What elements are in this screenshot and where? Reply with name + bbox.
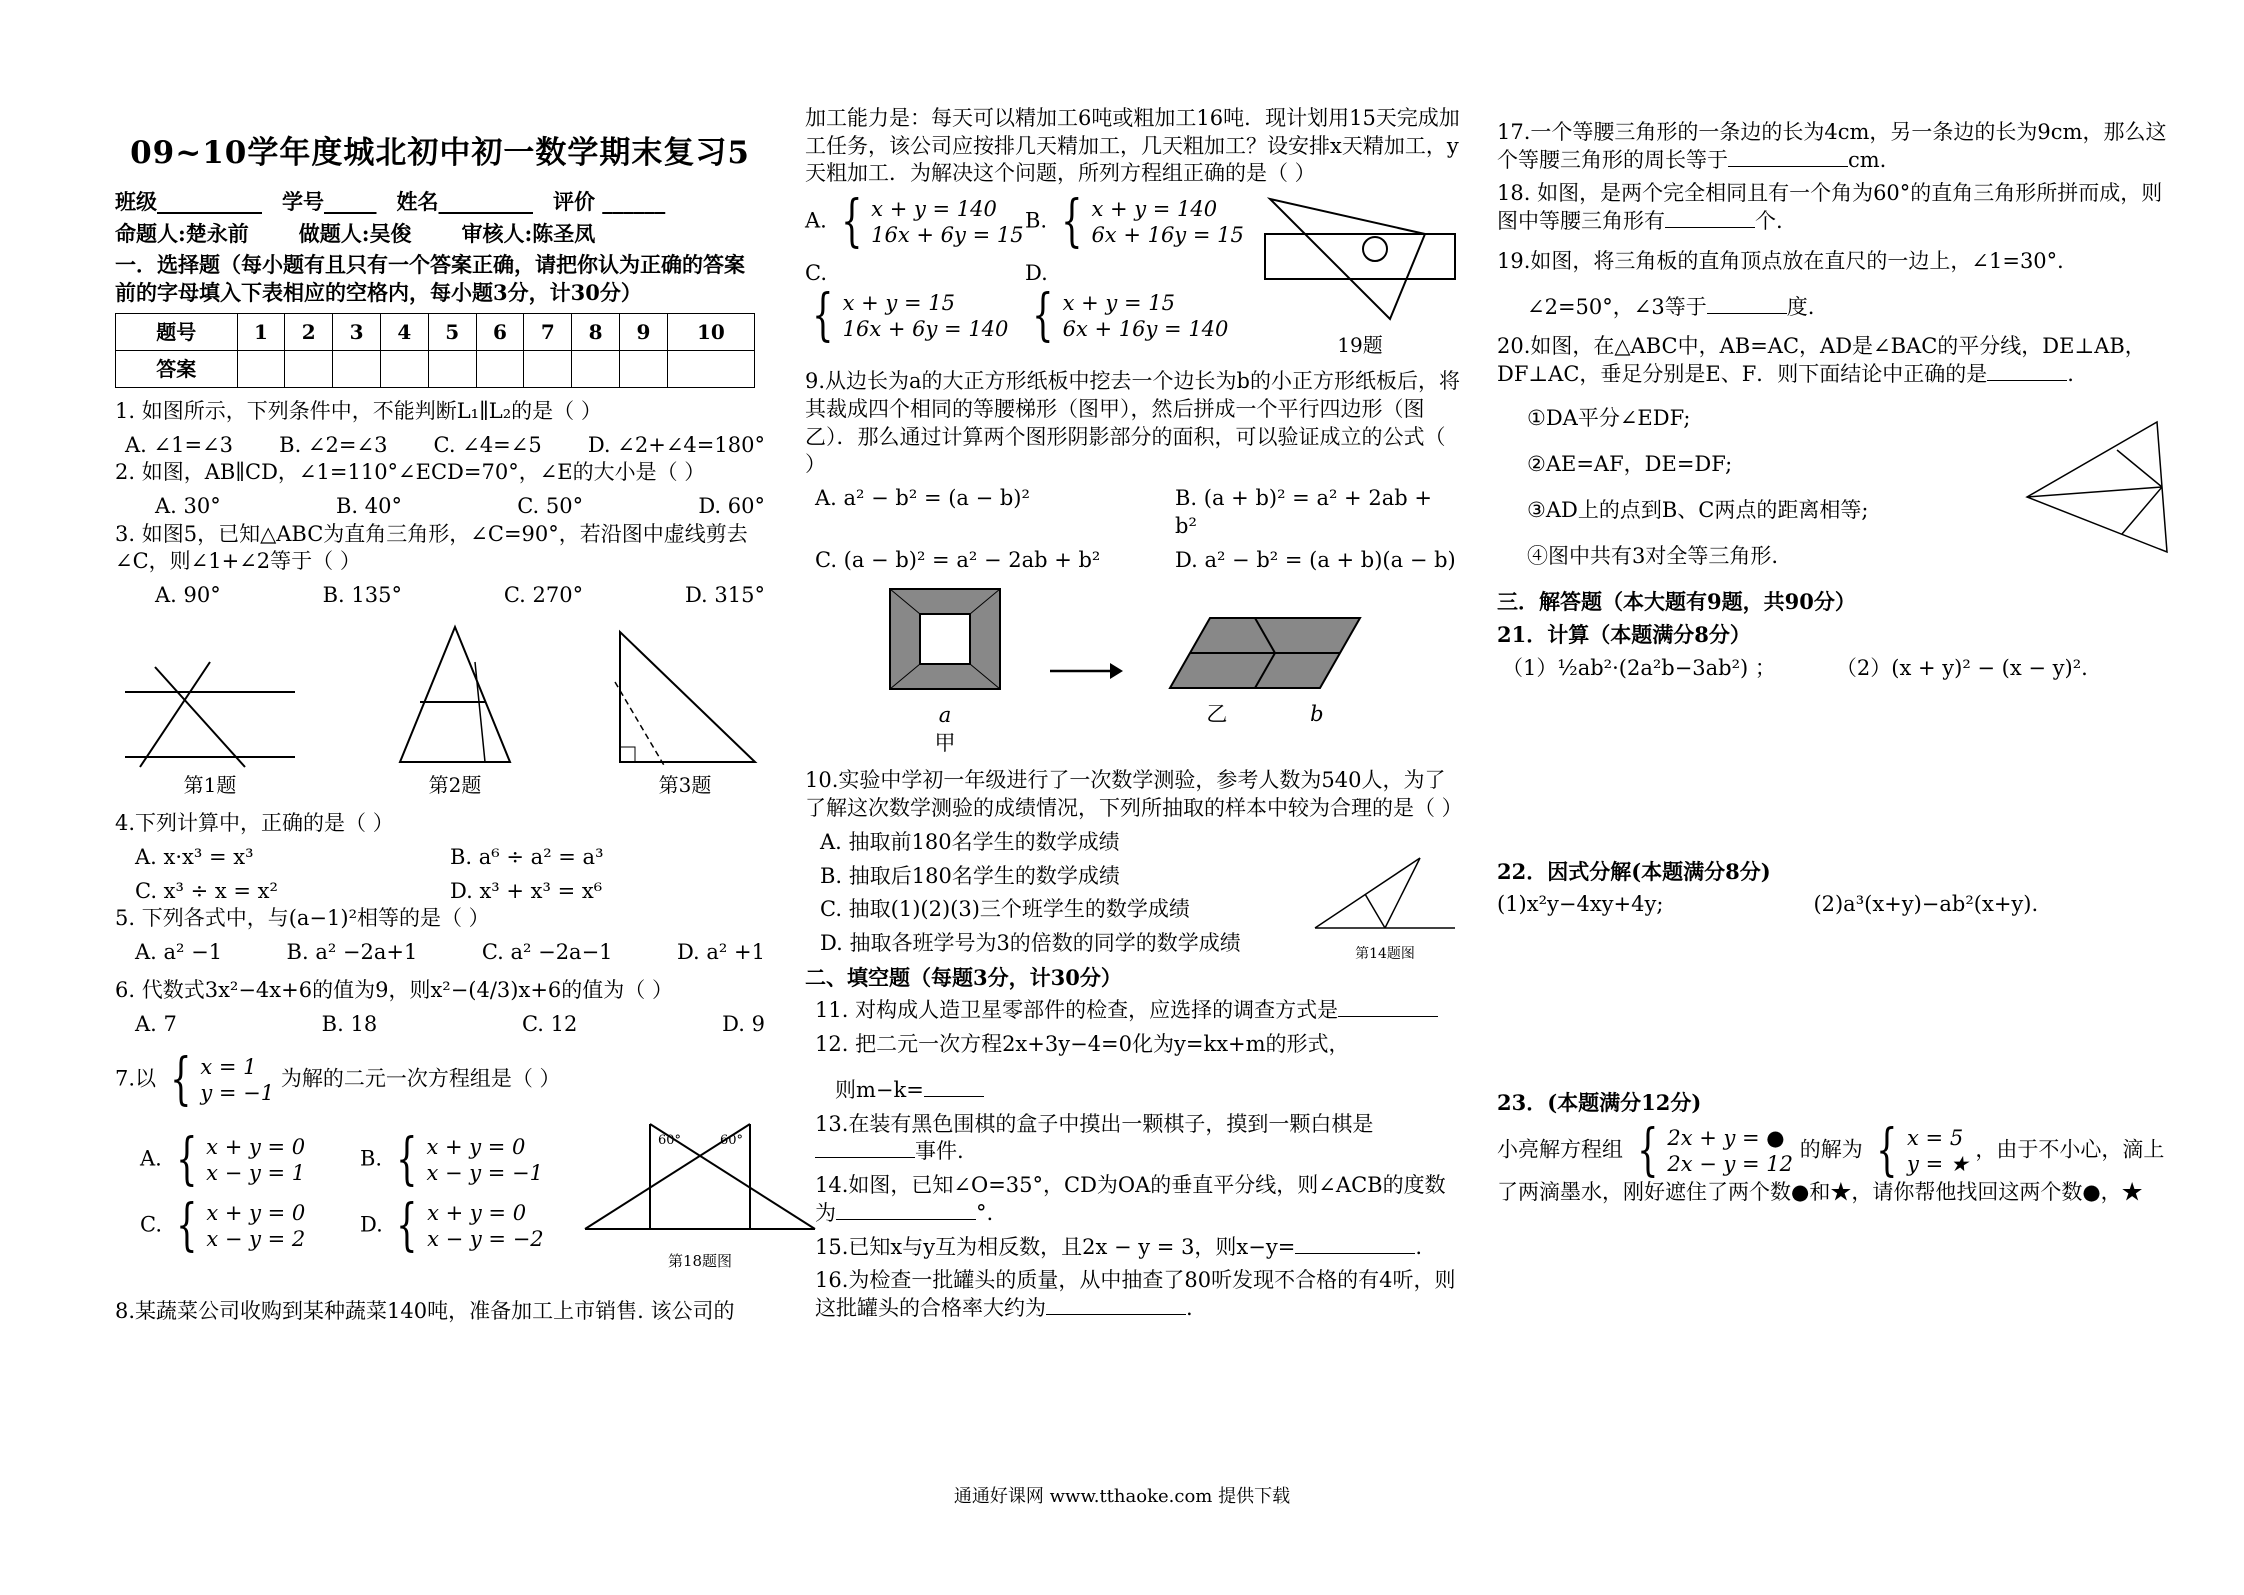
column-left [115, 105, 765, 1331]
parallelogram-diagram [1165, 613, 1365, 693]
statement: ①DA平分∠EDF; [1527, 405, 1691, 430]
answer-cell[interactable] [667, 350, 754, 387]
q12-answer: 则m−k= [805, 1077, 1460, 1105]
option: A. 30° [155, 493, 221, 518]
table-cell: 答案 [116, 350, 238, 387]
option: B. (a + b)² = a² + 2ab + b² [1175, 486, 1432, 538]
triangle-parallel-diagram [390, 622, 520, 772]
q7-post: 为解的二元一次方程组是（ ） [280, 1066, 561, 1091]
q4-text: 4.下列计算中，正确的是（ ） [115, 811, 394, 836]
isosceles-bisector-diagram [2017, 412, 2177, 562]
answer-cell[interactable] [572, 350, 620, 387]
answer-blank[interactable] [1295, 1253, 1415, 1254]
answer-cell[interactable] [333, 350, 381, 387]
answer-blank[interactable] [1338, 1016, 1438, 1017]
option: C. 12 [521, 1011, 578, 1036]
table-cell: 4 [380, 313, 428, 350]
problem-part: (1)x²y−4xy+4y; [1497, 892, 1664, 917]
q20-items [1497, 395, 1868, 580]
q10-options [805, 829, 1241, 964]
figure-q1 [115, 652, 305, 798]
q22-parts [1497, 891, 2177, 919]
q23-text: 小亮解方程组 { 2x + y = ● 2x − y = 12 的解为 { x = 5 y = ★ ，由于不小心，滴上了两滴墨水，刚好遮住了两个数●和★，请你帮他找回这两个数●，★ [1497, 1117, 2165, 1204]
q13: 13.在装有黑色围棋的盒子中摸出一颗棋子，摸到一颗白棋是事件. [815, 1111, 1374, 1164]
option: C. x³ ÷ x = x² [135, 878, 278, 903]
figure-caption: 第2题 [428, 772, 482, 797]
problem-part: （2）(x + y)² − (x − y)². [1835, 655, 2088, 680]
author-reviewer: 审核人:陈圣凤 [461, 220, 596, 246]
angle-label: 60° [720, 1133, 744, 1149]
option: A. { x + y = 140 16x + 6y = 15 [805, 189, 1024, 255]
q7-options [115, 1126, 580, 1258]
answer-blank[interactable] [1728, 166, 1848, 167]
answer-blank[interactable] [815, 1157, 915, 1158]
q7-options-area [115, 1114, 765, 1272]
column-right [1497, 105, 2177, 1213]
answer-cell[interactable] [476, 350, 524, 387]
statement: ②AE=AF，DE=DF; [1527, 451, 1733, 476]
q2-options [115, 493, 765, 521]
q2-text: 2. 如图，AB∥CD，∠1=110°∠ECD=70°，∠E的大小是（ ） [115, 460, 706, 485]
statement: ③AD上的点到B、C两点的距离相等; [1527, 498, 1869, 523]
option: D. ∠2+∠4=180° [587, 432, 765, 457]
author-setter: 命题人:楚永前 [115, 220, 249, 246]
option: D. 60° [698, 493, 765, 518]
column-middle [805, 105, 1463, 1329]
work-space [1497, 683, 2177, 858]
q16: 16.为检查一批罐头的质量，从中抽查了80听发现不合格的有4听，则这批罐头的合格率大约为 . [815, 1268, 1456, 1320]
label-yi: 乙 [1206, 701, 1228, 726]
q5-options [115, 939, 765, 967]
option: A. 7 [135, 1011, 177, 1036]
q21-parts [1497, 655, 2177, 683]
equation: y = −1 [200, 1081, 275, 1106]
option: D. a² − b² = (a + b)(a − b) [1175, 547, 1456, 572]
q23-system: { 2x + y = ● 2x − y = 12 [1636, 1117, 1794, 1183]
section3-title: 三．解答题（本大题有9题，共90分） [1497, 588, 1856, 614]
section2-title: 二、填空题（每题3分，计30分） [805, 964, 1122, 990]
table-cell: 7 [524, 313, 572, 350]
q23-title: 23．(本题满分12分) [1497, 1090, 1702, 1116]
q7-pre: 7.以 [115, 1066, 157, 1091]
option: C. { x + y = 15 16x + 6y = 140 [805, 261, 1009, 348]
q9-options [805, 485, 1460, 574]
q11: 11. 对构成人造卫星零部件的检查，应选择的调查方式是 [805, 997, 1460, 1025]
answer-blank[interactable] [1987, 380, 2067, 381]
option: B. a² −2a+1 [286, 940, 418, 965]
statement: ④图中共有3对全等三角形. [1527, 544, 1779, 569]
table-cell: 9 [620, 313, 668, 350]
answer-cell[interactable] [237, 350, 285, 387]
square-frame-diagram [885, 584, 1005, 694]
problem-part: (2)a³(x+y)−ab²(x+y). [1813, 892, 2039, 917]
answer-table-answer-row [116, 350, 755, 387]
q20-area [1497, 395, 2177, 580]
answer-cell[interactable] [620, 350, 668, 387]
figure-q18 [580, 1114, 820, 1272]
problem-part: （1）½ab²·(2a²b−3ab²) ； [1502, 655, 1776, 680]
q23-solution: { x = 5 y = ★ [1876, 1117, 1969, 1183]
q8-continued: 加工能力是：每天可以精加工6吨或粗加工16吨．现计划用15天完成加工任务，该公司应按排几天精加工，几天粗加工？设安排x天精加工，y天粗加工．为解决这个问题，所列方程组正确的是（ ） [805, 106, 1460, 186]
q8-text: 8.某蔬菜公司收购到某种蔬菜140吨，准备加工上市销售. 该公司的 [115, 1298, 735, 1323]
q8-options-area [805, 189, 1460, 358]
option: B. 抽取后180名学生的数学成绩 [820, 863, 1120, 888]
option: A. 抽取前180名学生的数学成绩 [820, 829, 1120, 854]
q6-text: 6. 代数式3x²−4x+6的值为9，则x²−(4/3)x+6的值为（ ） [115, 977, 673, 1002]
authors-line [115, 220, 765, 248]
option: D. 9 [722, 1011, 765, 1036]
q19: 19.如图，将三角板的直角顶点放在直尺的一边上，∠1=30°． [1497, 248, 2079, 273]
parallel-lines-diagram [115, 652, 305, 772]
table-cell: 题号 [116, 313, 238, 350]
ruler-triangle-diagram [1260, 194, 1460, 324]
table-cell: 6 [476, 313, 524, 350]
option: A. ∠1=∠3 [125, 432, 234, 457]
field-name: 姓名_________ [396, 188, 533, 214]
equation: x = 1 [200, 1054, 257, 1079]
option: C. 50° [517, 493, 584, 518]
q10-options-area [805, 829, 1460, 964]
option: B. 135° [322, 583, 402, 608]
option: D. 315° [684, 583, 765, 608]
q17: 17.一个等腰三角形的一条边的长为4cm，另一条边的长为9cm，那么这个等腰三角形的周长等于 cm. [1497, 120, 2167, 172]
option: C. a² −2a−1 [481, 940, 613, 965]
q4-options [115, 844, 765, 905]
angle-label: 60° [658, 1133, 682, 1149]
section1-title: 一．选择题（每小题有且只有一个答案正确，请把你认为正确的答案前的字母填入下表相应的空格内，每小题3分，计30分） [115, 252, 745, 306]
option: C. ∠4=∠5 [433, 432, 542, 457]
q1-options [115, 432, 765, 460]
q10-text: 10.实验中学初一年级进行了一次数学测验，参考人数为540人，为了了解这次数学测验的成绩情况，下列所抽取的样本中较为合理的是（ ） [805, 768, 1463, 821]
label-b: b [1310, 701, 1324, 726]
two-triangles-diagram [580, 1114, 820, 1244]
field-grade: 评价 ______ [553, 188, 666, 214]
figure-q14 [1310, 848, 1460, 964]
figure-caption: 19题 [1337, 332, 1383, 357]
q7-system: { x = 1 y = −1 [169, 1047, 275, 1113]
q5-text: 5. 下列各式中，与(a−1)²相等的是（ ） [115, 906, 490, 931]
option: A. x·x³ = x³ [135, 844, 254, 869]
option: A. { x + y = 0 x − y = 1 [140, 1126, 306, 1192]
arrow-icon [1045, 656, 1125, 686]
student-fields [115, 188, 765, 216]
figure-caption: 第14题图 [1355, 946, 1415, 963]
answer-cell[interactable] [380, 350, 428, 387]
figure-caption: 第3题 [658, 772, 712, 797]
q22-title: 22．因式分解(本题满分8分) [1497, 858, 1771, 884]
footer: 通通好课网 www.tthaoke.com 提供下载 [953, 1486, 1291, 1507]
q12: 12. 把二元一次方程2x+3y−4=0化为y=kx+m的形式， [815, 1032, 1350, 1057]
option: A. a² −1 [135, 940, 223, 965]
option: D. x³ + x³ = x⁶ [450, 878, 603, 903]
option: D. 抽取各班学号为3的倍数的同学的数学成绩 [820, 931, 1241, 956]
figure-q19 [1260, 194, 1460, 358]
q6-options [115, 1011, 765, 1039]
q7-text [115, 1047, 765, 1113]
q15: 15.已知x与y互为相反数，且2x − y = 3，则x−y= . [815, 1234, 1423, 1259]
q3-text: 3. 如图5，已知△ABC为直角三角形，∠C=90°，若沿图中虚线剪去∠C，则∠1+∠2等于（ ） [115, 521, 748, 574]
author-solver: 做题人:吴俊 [298, 220, 412, 246]
answer-table-header-row [116, 313, 755, 350]
work-space [1497, 919, 2177, 1089]
answer-blank[interactable] [836, 1219, 976, 1220]
answer-blank[interactable] [1665, 227, 1755, 228]
figures-1-3 [115, 622, 765, 798]
answer-cell[interactable] [285, 350, 333, 387]
q18: 18. 如图，是两个完全相同且有一个角为60°的直角三角形所拼而成，则图中等腰三角形有 个. [1497, 181, 2163, 234]
q21-title: 21．计算（本题满分8分） [1497, 622, 1751, 648]
q14: 14.如图，已知∠O=35°，CD为OA的垂直平分线，则∠ACB的度数为 °. [815, 1173, 1446, 1225]
option: D. a² +1 [676, 940, 765, 965]
field-number: 学号_____ [282, 188, 377, 214]
q3-options [115, 582, 765, 610]
option: B. 40° [335, 493, 402, 518]
figure-yi [1165, 613, 1365, 728]
option: A. 90° [155, 583, 221, 608]
label-a: a [938, 703, 952, 728]
label-jia: 甲 [934, 730, 956, 755]
option: B. a⁶ ÷ a² = a³ [450, 844, 604, 869]
option: C. { x + y = 0 x − y = 2 [140, 1192, 306, 1258]
option: C. 270° [503, 583, 584, 608]
answer-table [115, 313, 755, 388]
q1-text: 1. 如图所示，下列条件中，不能判断L₁∥L₂的是（ ） [115, 398, 602, 423]
figure-caption: 第1题 [183, 772, 237, 797]
table-cell: 5 [428, 313, 476, 350]
table-cell: 10 [667, 313, 754, 350]
angle-bisector-diagram [1310, 848, 1460, 938]
option: A. a² − b² = (a − b)² [815, 486, 1030, 511]
table-cell: 3 [333, 313, 381, 350]
figure-q2 [390, 622, 520, 798]
table-cell: 8 [572, 313, 620, 350]
figure-q9 [885, 584, 1460, 757]
field-class: 班级__________ [115, 188, 262, 214]
option: D. { x + y = 0 x − y = −2 [360, 1192, 544, 1258]
figure-q3 [605, 622, 765, 798]
option: B. ∠2=∠3 [279, 432, 388, 457]
q19-answer: ∠2=50°，∠3等于 度. [1527, 294, 1815, 319]
figure-caption: 第18题图 [667, 1251, 733, 1270]
option: C. (a − b)² = a² − 2ab + b² [815, 547, 1101, 572]
answer-blank[interactable] [1046, 1314, 1186, 1315]
option: B. { x + y = 140 6x + 16y = 15 [1025, 189, 1244, 255]
answer-blank[interactable] [1707, 313, 1787, 314]
option: B. { x + y = 0 x − y = −1 [360, 1126, 543, 1192]
table-cell: 2 [285, 313, 333, 350]
option: C. 抽取(1)(2)(3)三个班学生的数学成绩 [820, 897, 1190, 922]
answer-cell[interactable] [524, 350, 572, 387]
answer-cell[interactable] [428, 350, 476, 387]
right-triangle-diagram [605, 622, 765, 772]
figure-jia [885, 584, 1005, 757]
q20: 20.如图，在△ABC中，AB=AC，AD是∠BAC的平分线，DE⊥AB，DF⊥AC，垂足分别是E、F．则下面结论中正确的是 . [1497, 334, 2146, 387]
q9-text: 9.从边长为a的大正方形纸板中挖去一个边长为b的小正方形纸板后，将其裁成四个相同的等腰梯形（图甲），然后拼成一个平行四边形（图乙）．那么通过计算两个图形阴影部分的面积，可以验证成立的公式（ ） [805, 369, 1460, 477]
table-cell: 1 [237, 313, 285, 350]
option: D. { x + y = 15 6x + 16y = 140 [1025, 261, 1229, 348]
answer-blank[interactable] [924, 1096, 984, 1097]
page-title: 09~10学年度城北初中初一数学期末复习5 [130, 135, 750, 171]
q8-options [805, 189, 1245, 348]
option: B. 18 [321, 1011, 378, 1036]
